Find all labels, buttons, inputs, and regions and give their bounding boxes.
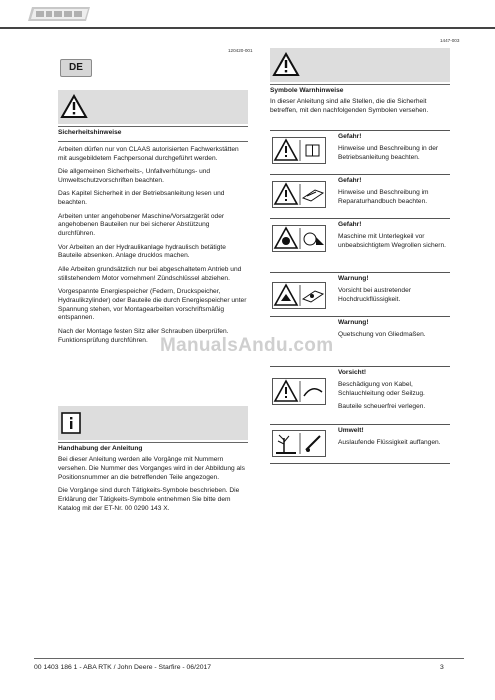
language-badge: DE xyxy=(60,59,92,77)
environment-icon xyxy=(272,430,326,457)
safety-icon-panel xyxy=(58,90,248,124)
safety-title: Sicherheitshinweise xyxy=(58,129,122,136)
warning-title: Warnung! xyxy=(338,319,369,326)
warning-title: Gefahr! xyxy=(338,221,362,228)
warning-row xyxy=(270,366,450,415)
warning-title: Warnung! xyxy=(338,275,369,282)
section-rule xyxy=(270,84,450,85)
warning-text: Beschädigung von Kabel, Schlauchleitung oder Seilzug. xyxy=(338,381,425,397)
warning-row xyxy=(270,424,450,452)
safety-paragraph: Nach der Montage festen Sitz aller Schrauben überprüfen. Funktionsprüfung durchführen. xyxy=(58,327,229,344)
cable-damage-icon xyxy=(272,378,326,405)
claas-logo xyxy=(28,7,90,21)
warning-row xyxy=(270,174,450,211)
figure-code-right: 1447-003 xyxy=(440,38,460,43)
safety-paragraph: Vor Arbeiten an der Hydraulikanlage hydraulisch betätigte Bauteile absenken. Anlage drucklos machen. xyxy=(58,243,226,260)
symbols-icon-panel xyxy=(270,48,450,82)
watermark: ManualsAndu.com xyxy=(160,335,334,356)
row-rule xyxy=(270,463,450,464)
page-number: 3 xyxy=(440,664,444,671)
safety-paragraph: Das Kapitel Sicherheit in der Betriebsanleitung lesen und beachten. xyxy=(58,190,225,207)
warning-text: Hinweise und Beschreibung in der Betriebsanleitung beachten. xyxy=(338,145,439,161)
section-rule xyxy=(58,141,248,142)
warning-title: Gefahr! xyxy=(338,133,362,140)
safety-paragraph: Arbeiten dürfen nur von CLAAS autorisierten Fachwerkstätten mit ausgebildetem Fachpersonal durchgeführt werden. xyxy=(58,146,239,162)
symbols-title: Symbole Warnhinweise xyxy=(270,87,344,94)
warning-triangle-icon xyxy=(272,52,300,77)
safety-paragraph: Die allgemeinen Sicherheits-, Unfallverhütungs- und Umweltschutzvorschriften beachten. xyxy=(58,168,211,184)
header-rule xyxy=(0,27,495,29)
warning-triangle-icon xyxy=(60,94,88,119)
manual-warning-icon xyxy=(272,137,326,164)
warning-row xyxy=(270,272,450,309)
handling-paragraph: Bei dieser Anleitung werden alle Vorgänge mit Nummern versehen. Die Nummer des Vorganges wird in der Abbildung als Positionsnummer an die betreffenden Teile angezogen. xyxy=(58,456,245,481)
footer-text: 00 1403 186 1 - ABA RTK / John Deere - Starfire - 06/2017 xyxy=(34,664,212,671)
footer-rule xyxy=(34,658,464,659)
high-pressure-fluid-icon xyxy=(272,282,326,309)
wheel-chock-icon xyxy=(272,225,326,252)
safety-paragraph: Alle Arbeiten grundsätzlich nur bei abgeschaltetem Antrieb und stillstehendem Motor vornehmen! Zündschlüssel abziehen. xyxy=(58,265,242,282)
repair-manual-icon xyxy=(272,181,326,208)
info-icon-panel xyxy=(58,406,248,440)
warning-row xyxy=(270,130,450,167)
handling-section xyxy=(58,442,248,518)
symbols-section xyxy=(270,84,450,120)
handling-paragraph: Die Vorgänge sind durch Tätigkeits-Symbole beschrieben. Die Erklärung der Tätigkeits-Symbole entnehmen Sie bitte dem Katalog mit der ET-Nr. 00 0290 143 X. xyxy=(58,486,240,512)
safety-paragraph: Arbeiten unter angehobener Maschine/Vorsatzgerät oder angehobenen Bauteilen nur bei sicherer Abstützung durchführen. xyxy=(58,212,225,238)
warning-title: Gefahr! xyxy=(338,177,362,184)
figure-code-left: 120420-001 xyxy=(228,48,253,53)
warning-title: Umwelt! xyxy=(338,427,364,434)
warning-text: Auslaufende Flüssigkeit auffangen. xyxy=(338,439,441,446)
symbols-intro: In dieser Anleitung sind alle Stellen, die die Sicherheit betreffen, mit den nachfolgenden Symbolen versehen. xyxy=(270,98,429,114)
warning-text: Quetschung von Gliedmaßen. xyxy=(338,331,426,338)
info-icon xyxy=(61,412,81,434)
safety-paragraph: Vorgespannte Energiespeicher (Federn, Druckspeicher, Hydraulikzylinder) oder Bauteile die durch Energiespeicher unter Spannung stehen, vor Montagearbeiten vorschriftsmäßig entspannen. xyxy=(58,287,247,322)
section-rule xyxy=(58,442,248,443)
warning-title: Vorsicht! xyxy=(338,369,367,376)
warning-row xyxy=(270,218,450,255)
section-rule xyxy=(58,126,248,127)
warning-text: Maschine mit Unterlegkeil vor unbeabsichtigtem Wegrollen sichern. xyxy=(338,233,447,249)
safety-section xyxy=(58,126,248,350)
warning-text: Hinweise und Beschreibung im Reparaturhandbuch beachten. xyxy=(338,189,429,205)
handling-title: Handhabung der Anleitung xyxy=(58,445,143,452)
warning-text: Vorsicht bei austretender Hochdruckflüssigkeit. xyxy=(338,287,411,303)
warning-text: Bauteile scheuerfrei verlegen. xyxy=(338,402,426,410)
